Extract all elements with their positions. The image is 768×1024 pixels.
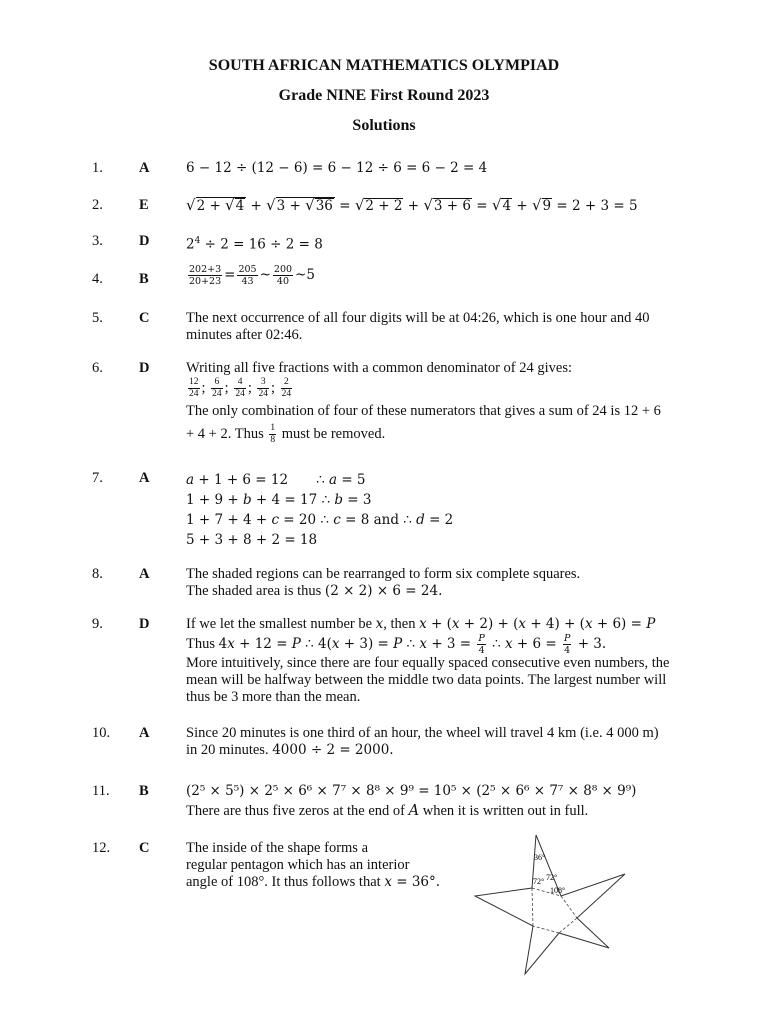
text-part: + 4 + 2. Thus	[186, 425, 268, 442]
approx-result: ~5	[295, 267, 315, 283]
equation-line	[186, 470, 711, 490]
answer-letter: A	[139, 566, 150, 582]
answer-letter: A	[139, 725, 150, 741]
text-line: The next occurrence of all four digits will be at 04:26, which is one hour and 40	[186, 310, 650, 326]
fraction	[273, 264, 293, 287]
radicand: 3 + 6	[433, 198, 471, 214]
math-part: 𝑥 = 36°.	[384, 874, 441, 890]
numerator: 200	[273, 264, 293, 275]
text-line: The only combination of four of these numerators that gives a sum of 24 is 12 + 6	[186, 403, 661, 419]
equation-line: 1 + 7 + 4 + 𝑐 = 20 ∴ 𝑐 = 8 and ∴ 𝑑 = 2	[186, 512, 454, 528]
radicand: 2 +	[196, 198, 226, 214]
radicand: 4	[235, 198, 245, 214]
text-line: The shaded regions can be rearranged to form six complete squares.	[186, 566, 581, 582]
text-line: More intuitively, since there are four equally spaced consecutive even numbers, the	[186, 655, 670, 671]
question-number: 4.	[92, 271, 103, 287]
equals: =	[334, 198, 355, 214]
question-number: 8.	[92, 566, 103, 582]
answer-letter: E	[139, 197, 149, 213]
math-part: + 3.	[573, 635, 607, 652]
text-line: The inside of the shape forms a	[186, 840, 369, 856]
text-line	[186, 874, 466, 891]
solution-text	[186, 470, 711, 550]
text-part: There are thus five zeros at the end of	[186, 803, 409, 819]
numerator: 1	[270, 423, 276, 433]
solution-text	[186, 725, 711, 759]
base: 2	[186, 236, 195, 253]
fraction	[477, 633, 485, 656]
equation-line: (2⁵ × 5⁵) × 2⁵ × 6⁶ × 7⁷ × 8⁸ × 9⁹ = 10⁵ × (2⁵ × 6⁶ × 7⁷ × 8⁸ × 9⁹)	[186, 783, 637, 799]
answer-letter: B	[139, 783, 149, 799]
text-line: Writing all five fractions with a common denominator of 24 gives:	[186, 360, 572, 376]
text-line: regular pentagon which has an interior	[186, 857, 410, 873]
radicand: 9	[542, 198, 552, 214]
numerator: 2	[281, 377, 293, 389]
denominator: 20+23	[189, 276, 222, 287]
text-part: Thus	[186, 635, 219, 652]
denominator: 24	[235, 389, 245, 399]
denominator: 8	[270, 435, 276, 445]
equals: =	[472, 198, 492, 214]
fraction	[188, 264, 222, 287]
separator: ;	[270, 379, 275, 396]
remainder-expression: ÷ 2 = 16 ÷ 2 = 8	[200, 236, 323, 253]
numerator: 202+3	[189, 264, 222, 275]
answer-letter: A	[139, 470, 150, 486]
equals: =	[224, 267, 236, 283]
fraction-list	[186, 377, 711, 403]
question-number: 5.	[92, 310, 103, 326]
math-part: 𝐴	[408, 803, 420, 819]
denominator: 24	[281, 389, 292, 399]
approx: ~	[259, 267, 271, 283]
exponent: 4	[194, 236, 201, 246]
solution-text	[186, 840, 466, 891]
text-line	[186, 742, 711, 759]
question-number: 12.	[92, 840, 111, 856]
text-line: thus be 3 more than the mean.	[186, 689, 361, 705]
denominator: 40	[276, 276, 290, 287]
question-number: 1.	[92, 160, 103, 176]
numerator: 𝑃	[564, 633, 571, 644]
pentagon-edge	[559, 918, 577, 933]
numerator: 3	[257, 377, 269, 389]
denominator: 24	[258, 389, 268, 399]
text-line	[186, 616, 711, 633]
text-part: The shaded area is thus	[186, 583, 325, 599]
math-part: 4000 ÷ 2 = 2000.	[272, 742, 394, 758]
math-part: ∴ 𝑥 + 6 =	[487, 635, 561, 652]
math-part: 𝑥	[375, 616, 384, 632]
denominator: 24	[189, 389, 199, 399]
star-diagram	[470, 830, 640, 980]
text-part: , then	[383, 616, 420, 632]
fraction	[257, 377, 269, 400]
equation: 𝑎 + 1 + 6 = 12	[186, 472, 289, 488]
numerator: 205	[238, 264, 257, 275]
answer-letter: D	[139, 233, 150, 249]
denominator: 4	[564, 645, 571, 656]
numerator: 6	[211, 377, 223, 389]
answer-letter: D	[139, 360, 150, 376]
answer-letter: C	[139, 840, 150, 856]
fraction	[188, 377, 200, 400]
angle-label-mid: 72°	[546, 873, 558, 882]
pentagon-edge	[532, 888, 533, 926]
text-line	[186, 803, 711, 820]
answer-letter: D	[139, 616, 150, 632]
denominator: 43	[241, 276, 254, 287]
angle-label-top: 36°	[534, 853, 546, 862]
solution-text	[186, 783, 711, 820]
denominator: 4	[478, 645, 485, 656]
page-subtitle: Grade NINE First Round 2023	[278, 87, 490, 104]
solution-expression	[186, 264, 711, 287]
answer-letter: A	[139, 160, 150, 176]
text-part: must be removed.	[278, 425, 386, 442]
math-part: 𝑥 + (𝑥 + 2) + (𝑥 + 4) + (𝑥 + 6) = 𝑃	[419, 616, 656, 632]
result: = 2 + 3 = 5	[552, 198, 638, 214]
question-number: 7.	[92, 470, 103, 486]
question-number: 6.	[92, 360, 103, 376]
pentagon-edge	[533, 926, 559, 933]
solution-text: 6 − 12 ÷ (12 − 6) = 6 − 12 ÷ 6 = 6 − 2 = 4	[186, 160, 488, 176]
solution-expression: √2 + √4 + √3 + √36 = √2 + 2 + √3 + 6 = √4 + √9 = 2 + 3 = 5	[186, 196, 638, 214]
fraction	[234, 377, 246, 400]
page-title: SOUTH AFRICAN MATHEMATICS OLYMPIAD	[208, 57, 560, 74]
text-line: mean will be halfway between the middle two data points. The largest number will	[186, 672, 667, 688]
numerator: 𝑃	[478, 633, 485, 644]
equation-line: 1 + 9 + 𝑏 + 4 = 17 ∴ 𝑏 = 3	[186, 492, 372, 508]
solution-expression	[186, 233, 711, 254]
text-line: minutes after 02:46.	[186, 327, 303, 343]
text-part: when it is written out in full.	[419, 803, 589, 819]
radicand: 3 +	[276, 198, 306, 214]
text-line	[186, 583, 711, 600]
pentagon-edge	[561, 896, 577, 918]
question-number: 10.	[92, 725, 111, 741]
question-number: 9.	[92, 616, 103, 632]
numerator: 4	[234, 377, 246, 389]
text-line	[186, 423, 711, 446]
equation-line: 5 + 3 + 8 + 2 = 18	[186, 532, 318, 548]
text-part: angle of 108°. It thus follows that	[186, 874, 385, 890]
radicand: 36	[315, 198, 333, 214]
fraction	[211, 377, 223, 400]
separator: ;	[224, 379, 229, 396]
question-number: 11.	[92, 783, 110, 799]
denominator: 24	[212, 389, 222, 399]
fraction	[269, 423, 276, 446]
math-part: (2 × 2) × 6 = 24.	[324, 583, 443, 599]
solution-text	[186, 310, 711, 344]
solution-text	[186, 566, 711, 600]
answer-letter: B	[139, 271, 149, 287]
answer-letter: C	[139, 310, 150, 326]
radicand: 2 + 2	[365, 198, 403, 214]
radicand: 4	[502, 198, 512, 214]
solution-text	[186, 616, 711, 706]
solution-text	[186, 360, 711, 446]
angle-label-left: 72°	[533, 877, 545, 886]
math-part: 4𝑥 + 12 = 𝑃 ∴ 4(𝑥 + 3) = 𝑃 ∴ 𝑥 + 3 =	[218, 635, 476, 652]
separator: ;	[247, 379, 252, 396]
fraction	[237, 264, 257, 287]
section-heading: Solutions	[352, 117, 416, 134]
star-outline	[475, 835, 625, 974]
question-number: 3.	[92, 233, 103, 249]
fraction	[563, 633, 571, 656]
text-line	[186, 633, 711, 655]
angle-label-inner: 108°	[550, 886, 566, 895]
numerator: 12	[189, 377, 199, 387]
text-part: If we let the smallest number be	[186, 616, 376, 632]
separator: ;	[201, 379, 206, 396]
conclusion: ∴ 𝑎 = 5	[316, 472, 366, 488]
question-number: 2.	[92, 197, 103, 213]
text-part: in 20 minutes.	[186, 742, 273, 758]
fraction	[281, 377, 293, 400]
text-line: Since 20 minutes is one third of an hour, the wheel will travel 4 km (i.e. 4 000 m)	[186, 725, 659, 741]
